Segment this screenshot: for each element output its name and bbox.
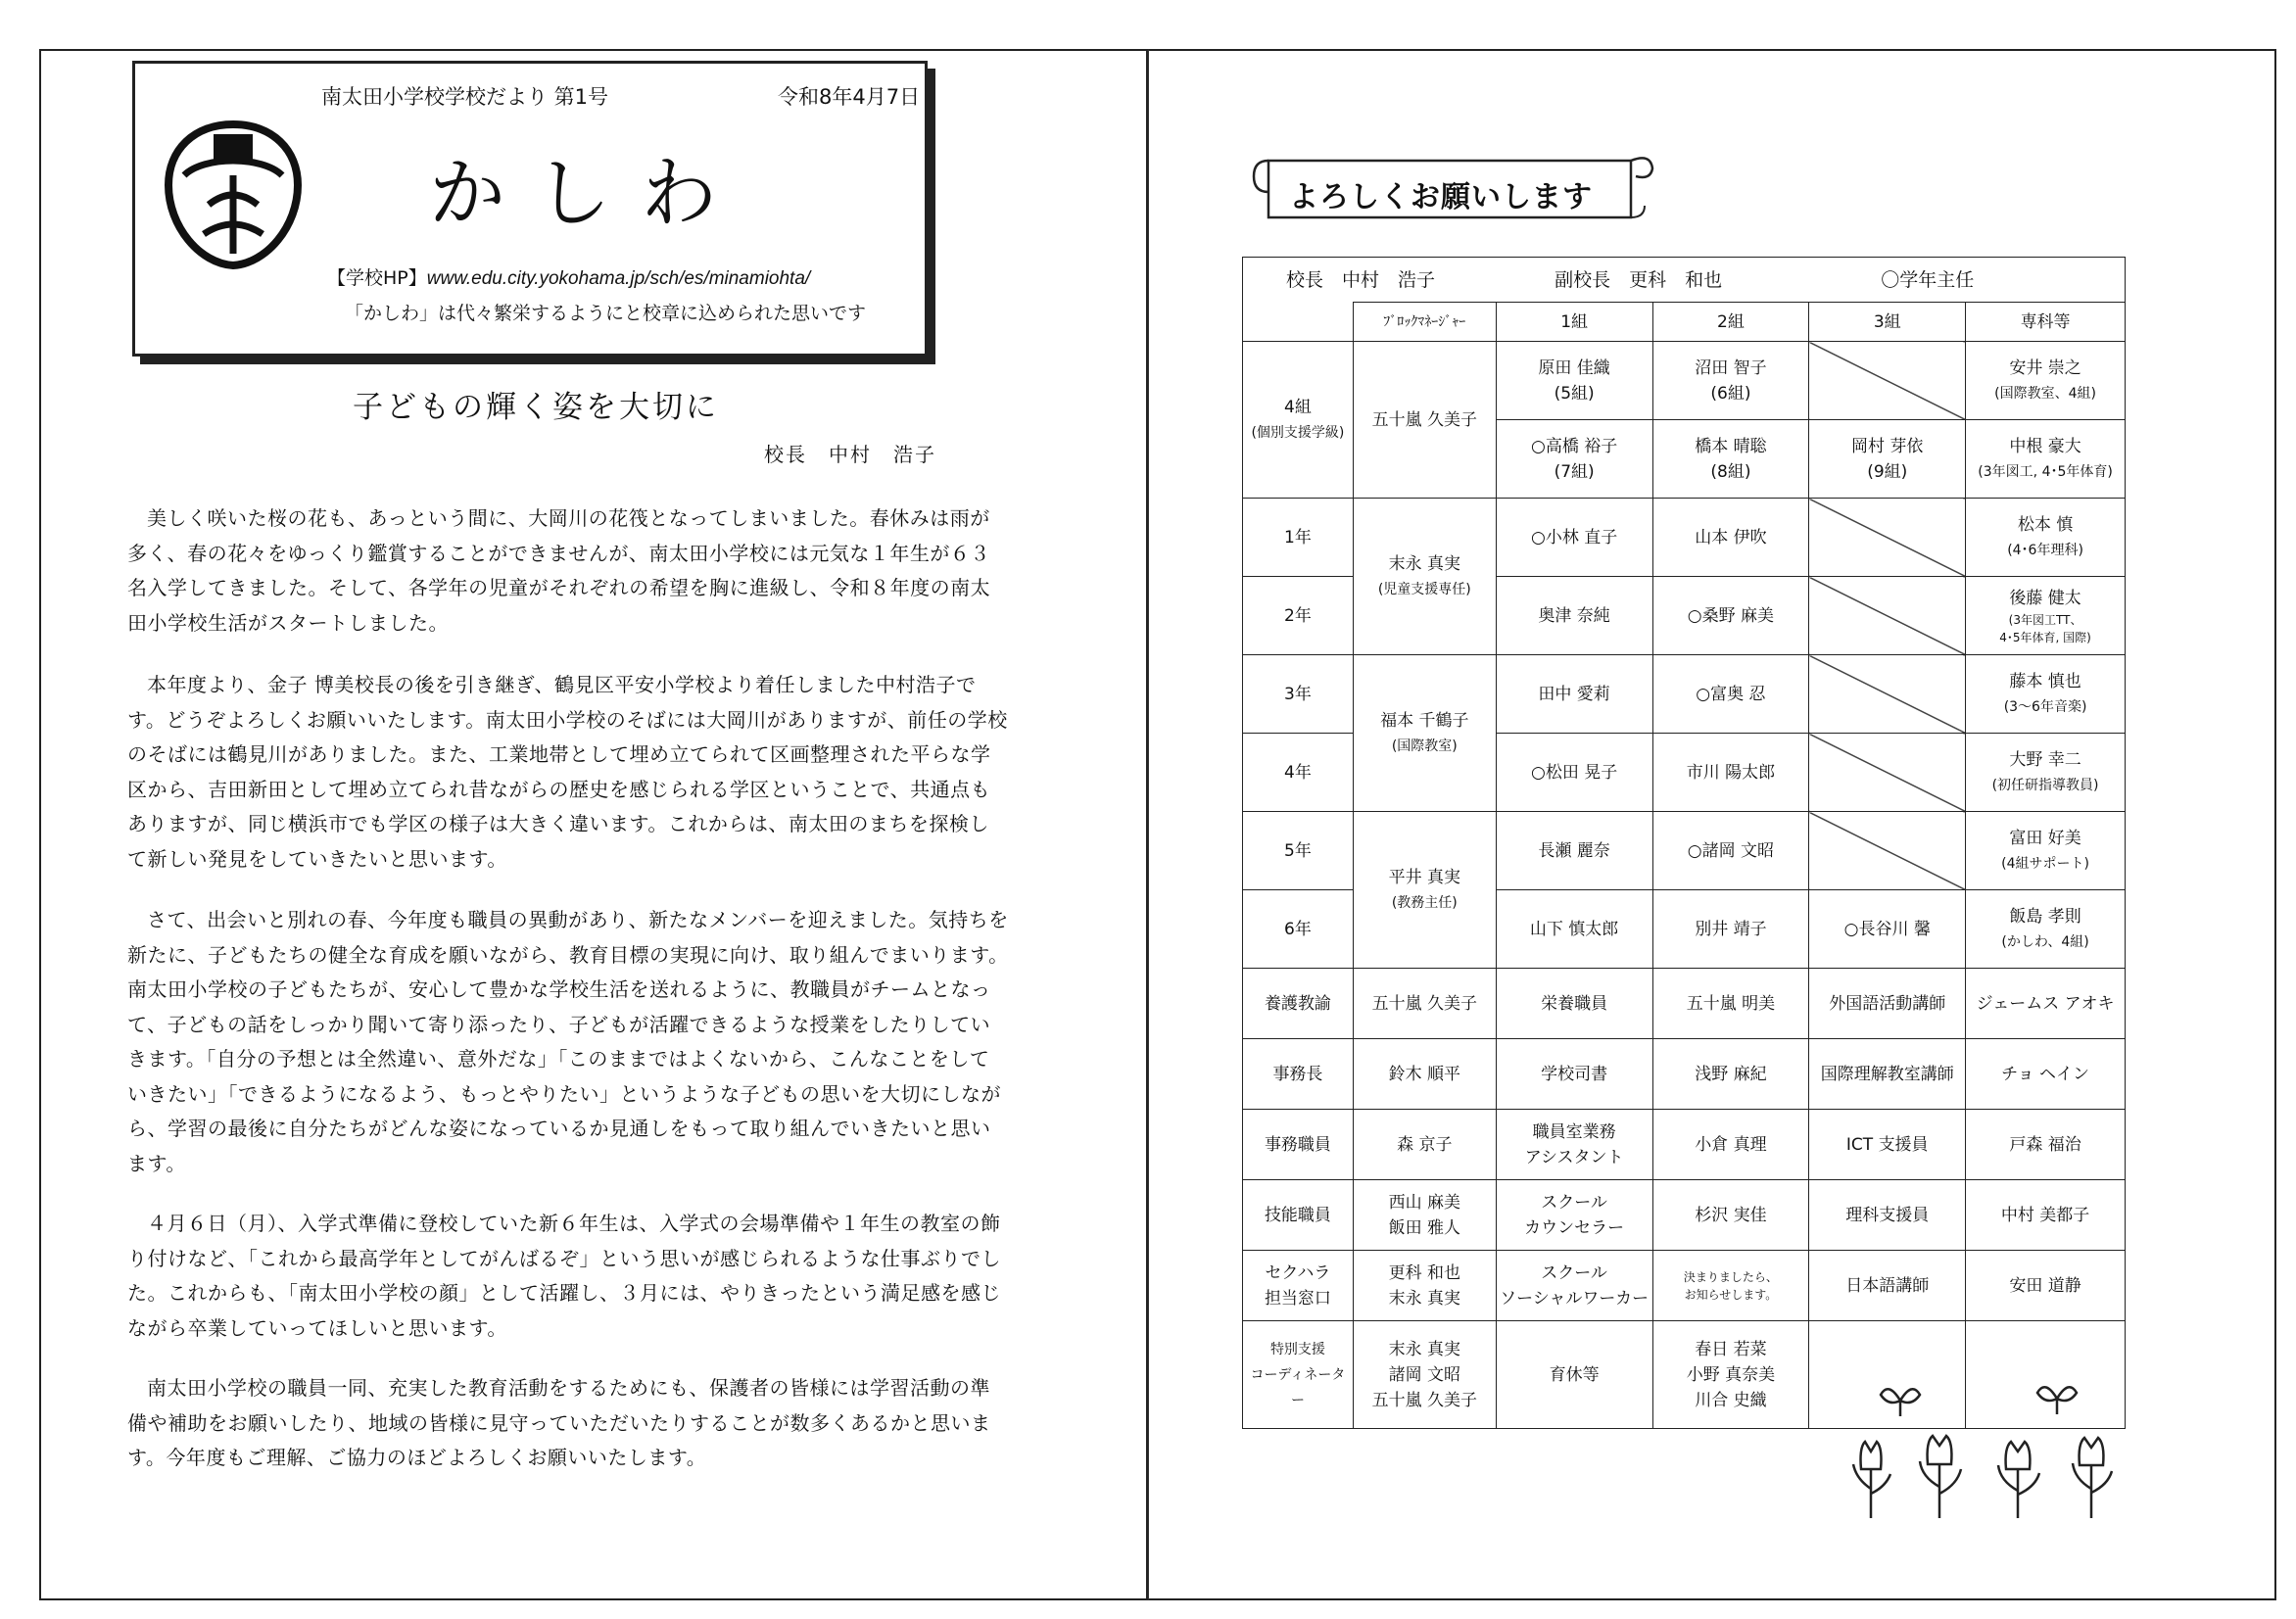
role-label-cell <box>1809 1110 1966 1180</box>
specialist-note: 4･5年体育, 国際) <box>1999 630 2091 644</box>
staff-name: 諸岡 文昭 <box>1388 1364 1460 1385</box>
teacher-name: ○富奥 忍 <box>1652 655 1809 734</box>
specialist-note: (初任研指導教員) <box>1991 777 2099 793</box>
specialist-note: (かしわ、4組) <box>2001 933 2089 950</box>
role-label: 育休等 <box>1549 1364 1600 1385</box>
manager-note: (児童支援専任) <box>1377 581 1471 597</box>
header-block-manager: ﾌﾞﾛｯｸﾏﾈｰｼﾞｬｰ <box>1353 303 1496 342</box>
article-paragraph: ４月６日（月）、入学式準備に登校していた新６年生は、入学式の会場準備や１年生の教室の飾り付けなど、「これから最高学年としてがんばるぞ」という思いが感じられるような仕事ぶりでした。これからも、「南太田小学校の顔」として活躍し、３月には、やりきったという満足感を感じながら卒業していってほしいと思います。 <box>127 1212 1001 1340</box>
staff-name-cell <box>1353 1110 1496 1180</box>
role-label-cell <box>1243 1251 1354 1321</box>
grade-label: 3年 <box>1243 655 1354 734</box>
table-row <box>1243 1039 2126 1110</box>
role-label-cell <box>1496 969 1652 1039</box>
role-label-cell <box>1496 1110 1652 1180</box>
class-note: (7組) <box>1554 461 1595 482</box>
role-label: 学校司書 <box>1541 1064 1608 1084</box>
empty-cell <box>1809 577 1966 655</box>
staff-name: ジェームス アオキ <box>1976 993 2115 1014</box>
staff-name: 小野 真奈美 <box>1686 1364 1776 1385</box>
role-label-cell <box>1809 1039 1966 1110</box>
grade-label: 4年 <box>1243 734 1354 812</box>
school-emblem-icon <box>155 117 311 273</box>
teacher-cell <box>1496 342 1652 420</box>
specialist-cell <box>1966 655 2126 734</box>
vice-principal: 副校長 更科 和也 <box>1555 268 1723 291</box>
table-row <box>1243 1180 2126 1251</box>
staff-name: 飯田 雅人 <box>1388 1217 1460 1238</box>
specialist-name: 藤本 慎也 <box>2009 671 2081 691</box>
issue-label: 南太田小学校学校だより 第1号 <box>321 85 609 109</box>
teacher-name: 山本 伊吹 <box>1652 499 1809 577</box>
staff-name: 五十嵐 久美子 <box>1371 1390 1477 1410</box>
specialist-note: (国際教室、4組) <box>1994 385 2096 402</box>
table-row <box>1243 258 2126 303</box>
manager-cell <box>1353 499 1496 655</box>
specialist-note: (3年図工, 4･5年体育) <box>1978 463 2113 480</box>
class-note: (8組) <box>1710 461 1751 482</box>
specialist-cell <box>1966 342 2126 420</box>
manager-name: 平井 真実 <box>1388 867 1460 887</box>
grade-label: 1年 <box>1243 499 1354 577</box>
specialist-cell <box>1966 812 2126 890</box>
legend-grade-leader: 〇学年主任 <box>1881 268 1975 291</box>
specialist-name: 安井 崇之 <box>2009 357 2081 378</box>
masthead-motto: 「かしわ」は代々繁栄するようにと校章に込められた思いです <box>345 303 867 324</box>
role-label: 理科支援員 <box>1845 1205 1930 1225</box>
teacher-name: 山下 慎太郎 <box>1496 890 1652 969</box>
teacher-name: ○小林 直子 <box>1496 499 1652 577</box>
specialist-note: (4組サポート) <box>2001 855 2089 872</box>
school-hp <box>327 263 810 290</box>
role-label-cell <box>1243 1321 1354 1429</box>
staff-name: 末永 真実 <box>1388 1339 1460 1359</box>
role-label: 事務長 <box>1272 1064 1323 1084</box>
manager-note: (教務主任) <box>1391 894 1458 911</box>
staff-name: 小倉 真理 <box>1695 1134 1767 1155</box>
role-label: ICT 支援員 <box>1845 1134 1929 1155</box>
manager-cell <box>1353 812 1496 969</box>
specialist-cell <box>1966 577 2126 655</box>
specialist-cell <box>1966 420 2126 499</box>
role-label: 養護教諭 <box>1264 993 1331 1014</box>
header-class1: 1組 <box>1496 303 1652 342</box>
article-paragraph: 南太田小学校の職員一同、充実した教育活動をするためにも、保護者の皆様には学習活動の準備や補助をお願いしたり、地域の皆様に見守っていただいたりすることが数多くあるかと思います。今年度もご理解、ご協力のほどよろしくお願いいたします。 <box>127 1376 991 1469</box>
staff-name: 中村 美都子 <box>2000 1205 2090 1225</box>
header-specialist: 専科等 <box>1966 303 2126 342</box>
role-label-cell <box>1496 1180 1652 1251</box>
specialist-name: 中根 豪大 <box>2009 436 2081 456</box>
table-row <box>1243 812 2126 890</box>
role-label: アシスタント <box>1524 1147 1624 1167</box>
header-class2: 2組 <box>1652 303 1809 342</box>
article-paragraph: 美しく咲いた桜の花も、あっという間に、大岡川の花筏となってしまいました。春休みは雨が多く、春の花々をゆっくり鑑賞することができませんが、南太田小学校には元気な１年生が６３名入学してきました。そして、各学年の児童がそれぞれの希望を胸に進級し、令和８年度の南太田小学校生活がスタートしました。 <box>127 506 991 635</box>
teacher-name: 沼田 智子 <box>1695 357 1767 378</box>
staff-name: 安田 道静 <box>2009 1275 2081 1296</box>
teacher-name: ○長谷川 馨 <box>1809 890 1966 969</box>
role-label-cell <box>1243 1110 1354 1180</box>
grade-note: (個別支援学級) <box>1251 424 1345 441</box>
role-label: 技能職員 <box>1264 1205 1331 1225</box>
role-label: 栄養職員 <box>1541 993 1608 1014</box>
role-label: 担当窓口 <box>1264 1288 1331 1309</box>
header-class3: 3組 <box>1809 303 1966 342</box>
other-staff-rows <box>1243 969 2126 1429</box>
staff-name-cell <box>1652 1321 1809 1429</box>
teacher-name: ○桑野 麻美 <box>1652 577 1809 655</box>
role-label: 事務職員 <box>1264 1134 1331 1155</box>
grade-label: 5年 <box>1243 812 1354 890</box>
teacher-cell <box>1652 420 1809 499</box>
article-paragraph: さて、出会いと別れの春、今年度も職員の異動があり、新たなメンバーを迎えました。気持ちを新たに、子どもたちの健全な育成を願いながら、教育目標の実現に向け、取り組んでまいります。南太田小学校の子どもたちが、安心して豊かな学校生活を送れるように、教職員がチームとなって、子どもの話をしっかり聞いて寄り添ったり、子どもが活躍できるような授業をしたりしていきます。「自分の予想とは全然違い、意外だな」「このままではよくないから、こんなことをしていきたい」「できるようになるよう、もっとやりたい」というような子どもの思いを大切にしながら、学習の最後に自分たちがどんな姿になっているか見通しをもって取り組んでいきたいと思います。 <box>127 908 1009 1175</box>
empty-cell <box>1809 812 1966 890</box>
role-label-cell <box>1496 1251 1652 1321</box>
staff-name-cell <box>1652 1039 1809 1110</box>
teacher-name: ○高橋 裕子 <box>1530 436 1618 456</box>
newsletter-title: かしわ <box>429 150 747 238</box>
staff-name: 五十嵐 明美 <box>1686 993 1776 1014</box>
role-label-cell <box>1809 969 1966 1039</box>
table-row <box>1243 499 2126 577</box>
role-label: スクール <box>1541 1192 1607 1213</box>
specialist-cell <box>1966 890 2126 969</box>
staff-name: 戸森 福治 <box>2009 1134 2081 1155</box>
hp-label: 【学校HP】 <box>327 267 427 289</box>
teacher-cell <box>1652 342 1809 420</box>
staff-name: 森 京子 <box>1397 1134 1453 1155</box>
teacher-cell <box>1496 420 1652 499</box>
manager-cell <box>1353 655 1496 812</box>
article-headline: 子どもの輝く姿を大切に <box>353 390 719 425</box>
specialist-name: 大野 幸二 <box>2009 749 2081 770</box>
staff-name-cell <box>1966 1180 2126 1251</box>
specialist-name: 松本 慎 <box>2017 514 2074 535</box>
manager-cell: 五十嵐 久美子 <box>1353 342 1496 499</box>
teacher-name: 市川 陽太郎 <box>1652 734 1809 812</box>
staff-name: 西山 麻美 <box>1388 1192 1460 1213</box>
manager-name: 福本 千鶴子 <box>1380 710 1469 731</box>
class-note: (5組) <box>1554 383 1595 404</box>
grade-cell <box>1243 342 1354 499</box>
staff-name-cell <box>1966 1039 2126 1110</box>
empty-cell <box>1809 342 1966 420</box>
staff-name-cell <box>1966 969 2126 1039</box>
table-row <box>1243 1110 2126 1180</box>
table-row <box>1243 969 2126 1039</box>
staff-name: 五十嵐 久美子 <box>1371 993 1477 1014</box>
teacher-name: ○諸岡 文昭 <box>1652 812 1809 890</box>
staff-name-cell <box>1353 1039 1496 1110</box>
role-label: コーディネーター <box>1250 1366 1346 1408</box>
staff-name: 末永 真実 <box>1388 1288 1460 1309</box>
staff-name: お知らせします。 <box>1684 1287 1778 1302</box>
principal: 校長 中村 浩子 <box>1286 268 1436 291</box>
specialist-name: 富田 好美 <box>2009 828 2081 848</box>
table-row <box>1243 342 2126 420</box>
role-label-cell <box>1243 1180 1354 1251</box>
role-label: 日本語講師 <box>1845 1275 1930 1296</box>
role-label-cell <box>1809 1180 1966 1251</box>
masthead <box>132 61 928 357</box>
manager-name: 末永 真実 <box>1388 553 1460 574</box>
class-note: (6組) <box>1710 383 1751 404</box>
role-label-cell <box>1243 969 1354 1039</box>
teacher-name: 別井 靖子 <box>1652 890 1809 969</box>
role-label-cell <box>1243 1039 1354 1110</box>
role-label: 国際理解教室講師 <box>1820 1064 1954 1084</box>
article-paragraph: 本年度より、金子 博美校長の後を引き継ぎ、鶴見区平安小学校より着任しました中村浩子です。どうぞよろしくお願いいたします。南太田小学校のそばには大岡川がありますが、前任の学校のそばには鶴見川がありました。また、工業地帯として埋め立てられて区画整理された平らな学区から、吉田新田として埋め立てられ昔ながらの歴史を感じられる学区ということで、共通点もありますが、同じ横浜市でも学区の様子は大きく違います。これからは、南太田のまちを探検して新しい発見をしていきたいと思います。 <box>127 673 1008 871</box>
staff-name: 浅野 麻紀 <box>1695 1064 1767 1084</box>
staff-name-cell <box>1353 1251 1496 1321</box>
staff-name-cell <box>1652 969 1809 1039</box>
role-label-cell <box>1496 1039 1652 1110</box>
teacher-name: 岡村 芽依 <box>1851 436 1924 456</box>
role-label: 特別支援 <box>1269 1341 1325 1357</box>
grade-label: 4組 <box>1284 397 1312 417</box>
specialist-cell <box>1966 734 2126 812</box>
empty-cell <box>1809 499 1966 577</box>
staff-name-cell <box>1652 1180 1809 1251</box>
staff-name: 更科 和也 <box>1388 1262 1460 1283</box>
teacher-cell <box>1809 420 1966 499</box>
teacher-name: ○松田 晃子 <box>1496 734 1652 812</box>
empty-cell <box>1809 655 1966 734</box>
role-label-cell <box>1496 1321 1652 1429</box>
table-row <box>1243 1251 2126 1321</box>
staff-name-cell <box>1966 1251 2126 1321</box>
role-label: スクール <box>1541 1262 1607 1283</box>
hp-url[interactable]: www.edu.city.yokohama.jp/sch/es/minamiohta/ <box>426 268 811 289</box>
role-label: 職員室業務 <box>1532 1121 1616 1142</box>
staff-name-cell <box>1652 1110 1809 1180</box>
staff-name-cell <box>1353 969 1496 1039</box>
specialist-name: 後藤 健太 <box>2009 588 2081 608</box>
article-byline: 校長 中村 浩子 <box>764 443 936 466</box>
staff-name: 杉沢 実佳 <box>1695 1205 1767 1225</box>
staff-name: 川合 史織 <box>1695 1390 1767 1410</box>
staff-name-cell <box>1966 1110 2126 1180</box>
teacher-name: 奥津 奈純 <box>1496 577 1652 655</box>
banner-title: よろしくお願いします <box>1289 180 1593 214</box>
role-label: 外国語活動講師 <box>1829 993 1946 1014</box>
specialist-note: (3～6年音楽) <box>2003 698 2087 715</box>
specialist-name: 飯島 孝則 <box>2009 906 2081 927</box>
role-label-cell <box>1809 1251 1966 1321</box>
role-label: カウンセラー <box>1524 1217 1625 1238</box>
empty-cell <box>1809 734 1966 812</box>
table-row <box>1243 655 2126 734</box>
issue-date: 令和8年4月7日 <box>778 85 921 109</box>
tulips-butterflies-icon <box>1842 1371 2135 1518</box>
teacher-name: 原田 佳織 <box>1538 357 1610 378</box>
table-row <box>1243 303 2126 342</box>
class-note: (9組) <box>1867 461 1908 482</box>
grade-label: 6年 <box>1243 890 1354 969</box>
staff-name-cell <box>1652 1251 1809 1321</box>
manager-note: (国際教室) <box>1391 738 1458 754</box>
teacher-name: 長瀬 麗奈 <box>1496 812 1652 890</box>
specialist-cell <box>1966 499 2126 577</box>
staff-table <box>1242 257 2126 1429</box>
staff-name-cell <box>1353 1321 1496 1429</box>
role-label: セクハラ <box>1265 1262 1331 1283</box>
grade-label: 2年 <box>1243 577 1354 655</box>
specialist-note: (3年図工TT、 <box>2008 612 2082 627</box>
staff-name: 鈴木 順平 <box>1388 1064 1460 1084</box>
staff-name: 決まりましたら、 <box>1683 1269 1778 1284</box>
specialist-note: (4･6年理科) <box>2007 542 2083 558</box>
staff-name: チョ ヘイン <box>2001 1064 2090 1084</box>
staff-name-cell <box>1353 1180 1496 1251</box>
staff-name: 春日 若菜 <box>1695 1339 1767 1359</box>
teacher-name: 橋本 晴聡 <box>1695 436 1767 456</box>
role-label: ソーシャルワーカー <box>1500 1288 1650 1309</box>
teacher-name: 田中 愛莉 <box>1496 655 1652 734</box>
